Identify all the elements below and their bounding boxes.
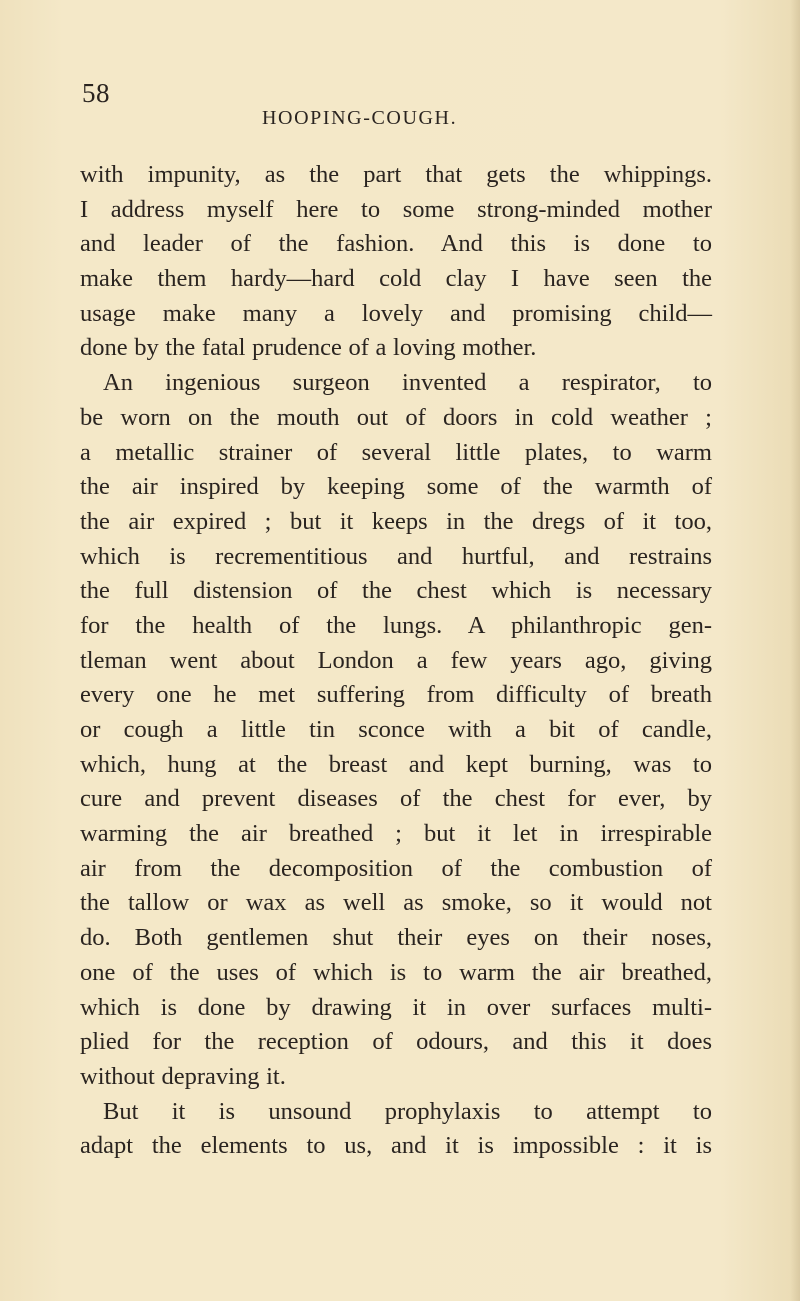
text-line: or cough a little tin sconce with a bit of candle, (80, 716, 712, 743)
text-line: for the health of the lungs. A philanthropic gen- (80, 611, 712, 639)
text-line: one of the uses of which is to warm the air breathed, (80, 958, 712, 986)
text-line: done by the fatal prudence of a loving mother. (80, 334, 537, 362)
text-line: which is done by drawing it in over surfaces multi- (80, 993, 712, 1021)
text-line: do. Both gentlemen shut their eyes on their noses, (80, 924, 712, 952)
running-head: HOOPING-COUGH. (262, 107, 458, 129)
text-line: make them hardy—hard cold clay I have seen the (80, 265, 712, 293)
text-line: cure and prevent diseases of the chest for ever, by (80, 785, 712, 813)
text-line: plied for the reception of odours, and this it does (80, 1028, 712, 1056)
text-line: the air inspired by keeping some of the warmth of (80, 473, 712, 501)
text-line: with impunity, as the part that gets the whippings. (80, 161, 712, 188)
text-line: and leader of the fashion. And this is done to (80, 230, 712, 258)
text-line: air from the decomposition of the combustion of (80, 854, 712, 882)
text-line: be worn on the mouth out of doors in cold weather ; (80, 403, 712, 431)
text-line: But it is unsound prophylaxis to attempt to (103, 1097, 712, 1125)
page-number: 58 (82, 78, 110, 108)
text-line: tleman went about London a few years ago, giving (80, 646, 712, 674)
text-line: I address myself here to some strong-minded mother (80, 195, 712, 223)
text-line: the tallow or wax as well as smoke, so it would not (80, 889, 712, 917)
text-line: the air expired ; but it keeps in the dregs of it too, (80, 507, 712, 535)
text-line: the full distension of the chest which is necessary (80, 577, 712, 605)
text-line: every one he met suffering from difficulty of breath (80, 681, 712, 709)
text-line: which, hung at the breast and kept burning, was to (80, 750, 712, 778)
text-line: a metallic strainer of several little plates, to warm (80, 438, 712, 466)
text-line: without depraving it. (80, 1062, 286, 1090)
body-text (80, 158, 712, 1164)
text-line: adapt the elements to us, and it is impossible : it is (80, 1132, 712, 1160)
text-line: usage make many a lovely and promising child— (80, 299, 712, 327)
text-line: which is recrementitious and hurtful, and restrains (80, 542, 712, 570)
text-line: An ingenious surgeon invented a respirator, to (103, 369, 712, 397)
page-edge-shadow (790, 0, 800, 1301)
text-line: warming the air breathed ; but it let in irrespirable (80, 820, 712, 848)
